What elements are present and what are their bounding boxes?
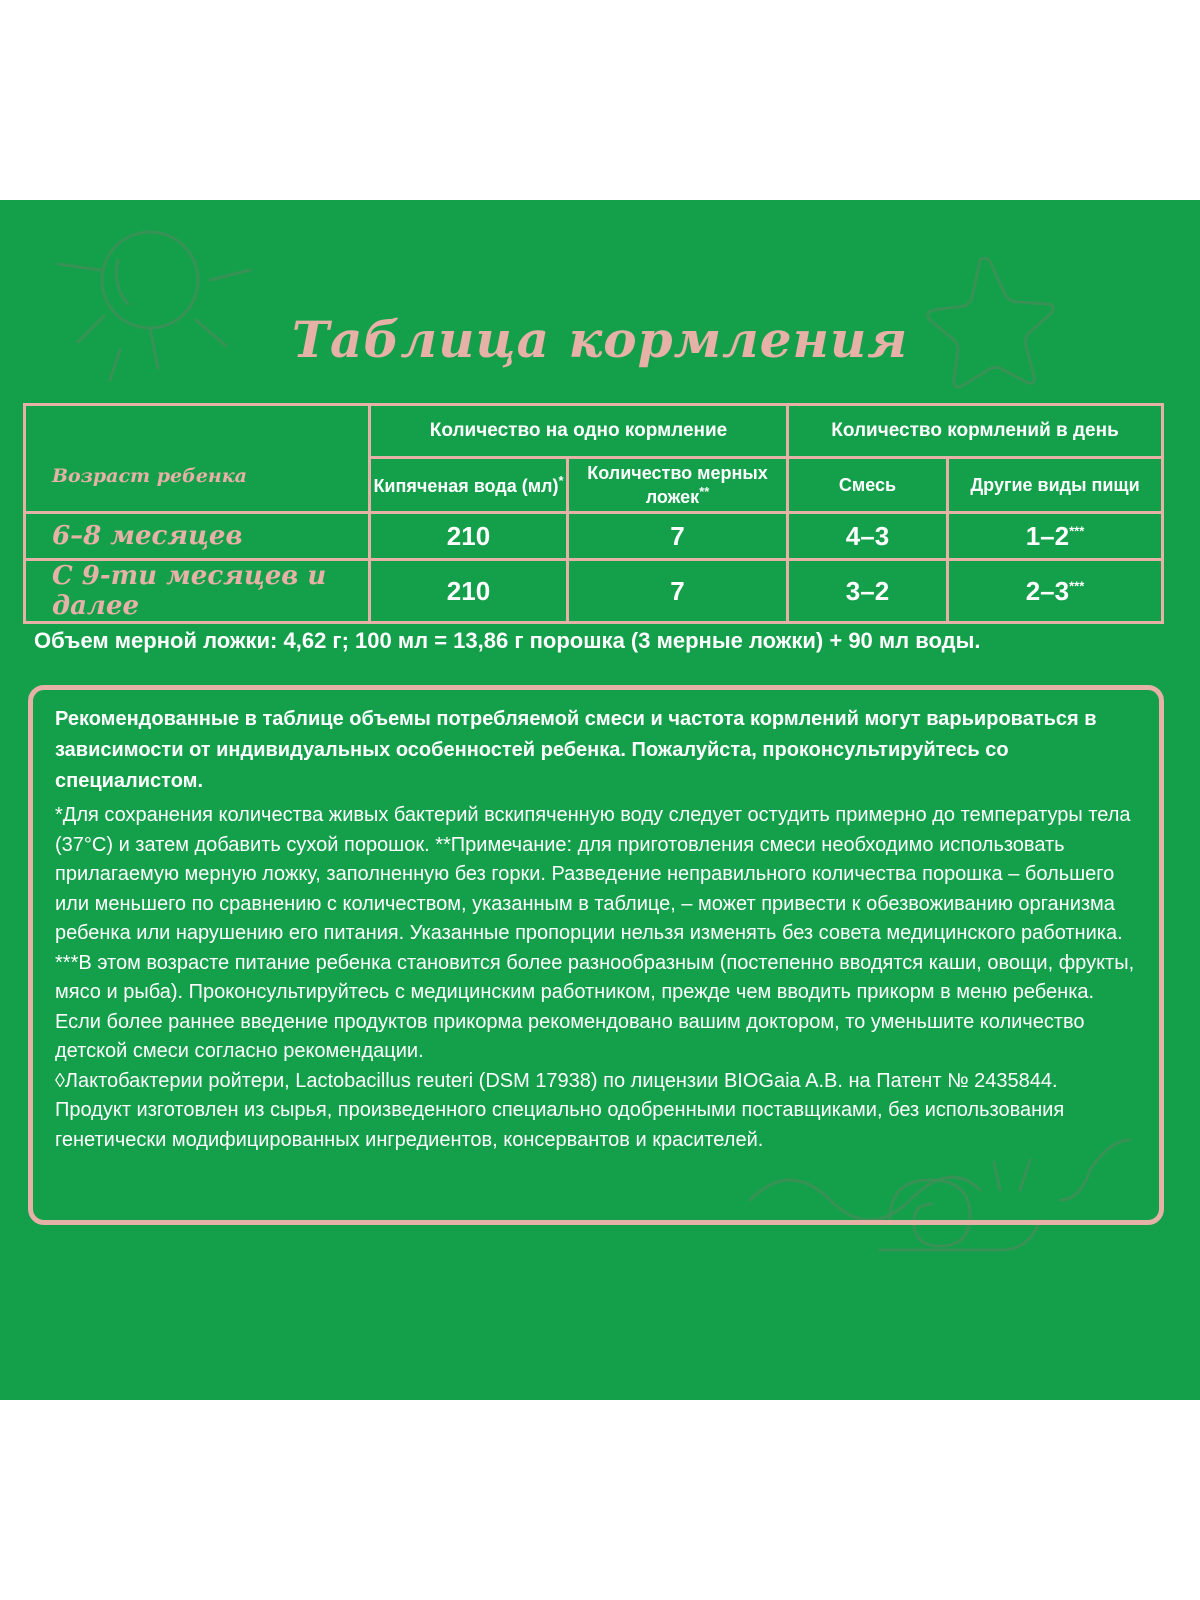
formula-cell: 3–2 (788, 560, 948, 623)
water-column-header: Кипяченая вода (мл)* (370, 458, 568, 513)
feeding-table (23, 403, 1164, 624)
product-note: Продукт изготовлен из сырья, произведенного специально одобренными поставщиками, без использования генетически модифицированных ингредиентов, консервантов и красителей. (55, 1099, 1065, 1151)
table-row (25, 513, 1163, 560)
age-header: Возраст ребенка (25, 405, 370, 513)
water-cell: 210 (370, 513, 568, 560)
other-food-cell: 2–3*** (948, 560, 1163, 623)
bacteria-license-note: ◊Лактобактерии ройтери, Lactobacillus reuteri (DSM 17938) по лицензии BIOGaia A.B. на Патент № 2435844. (55, 1069, 1058, 1092)
page-title: Таблица кормления (291, 310, 909, 369)
feedings-per-day-header: Количество кормлений в день (788, 405, 1163, 458)
formula-cell: 4–3 (788, 513, 948, 560)
water-cell: 210 (370, 560, 568, 623)
other-food-column-header: Другие виды пищи (948, 458, 1163, 513)
other-food-cell: 1–2*** (948, 513, 1163, 560)
formula-column-header: Смесь (788, 458, 948, 513)
table-row (25, 560, 1163, 623)
spoons-column-header: Количество мерных ложек** (568, 458, 788, 513)
per-feeding-header: Количество на одно кормление (370, 405, 788, 458)
preparation-notes: *Для сохранения количества живых бактерий вскипяченную воду следует остудить примерно до температуры тела (37°С) и затем добавить сухой порошок. **Примечание: для приготовления смеси необходимо использовать прилагаемую мерную ложку, заполненную без горки. Разведение неправильного количества порошка – большего или меньшего по сравнению с количеством, указанным в таблице, – может привести к обезвоживанию организма ребенка или нарушению его питания. Указанные пропорции нельзя изменять без совета медицинского работника. ***В этом возрасте питание ребенка становится более разнообразным (постепенно вводятся каши, овощи, фрукты, мясо и рыба). Проконсультируйтесь с медицинским работником, прежде чем вводить прикорм в меню ребенка. Если более раннее введение продуктов прикорма рекомендовано вашим доктором, то уменьшите количество детской смеси согласно рекомендации. (55, 804, 1135, 1062)
product-panel (0, 200, 1200, 1400)
recommendation-text: Рекомендованные в таблице объемы потребляемой смеси и частота кормлений могут варьироваться в зависимости от индивидуальных особенностей ребенка. Пожалуйста, проконсультируйтесь со специалистом. (55, 708, 1097, 792)
age-cell: С 9-ти месяцев и далее (25, 560, 370, 623)
spoons-cell: 7 (568, 560, 788, 623)
age-cell: 6–8 месяцев (25, 513, 370, 560)
notes-box (28, 685, 1164, 1225)
table-header-row (25, 405, 1163, 458)
spoons-cell: 7 (568, 513, 788, 560)
spoon-volume-note: Объем мерной ложки: 4,62 г; 100 мл = 13,86 г порошка (3 мерные ложки) + 90 мл воды. (34, 628, 981, 653)
